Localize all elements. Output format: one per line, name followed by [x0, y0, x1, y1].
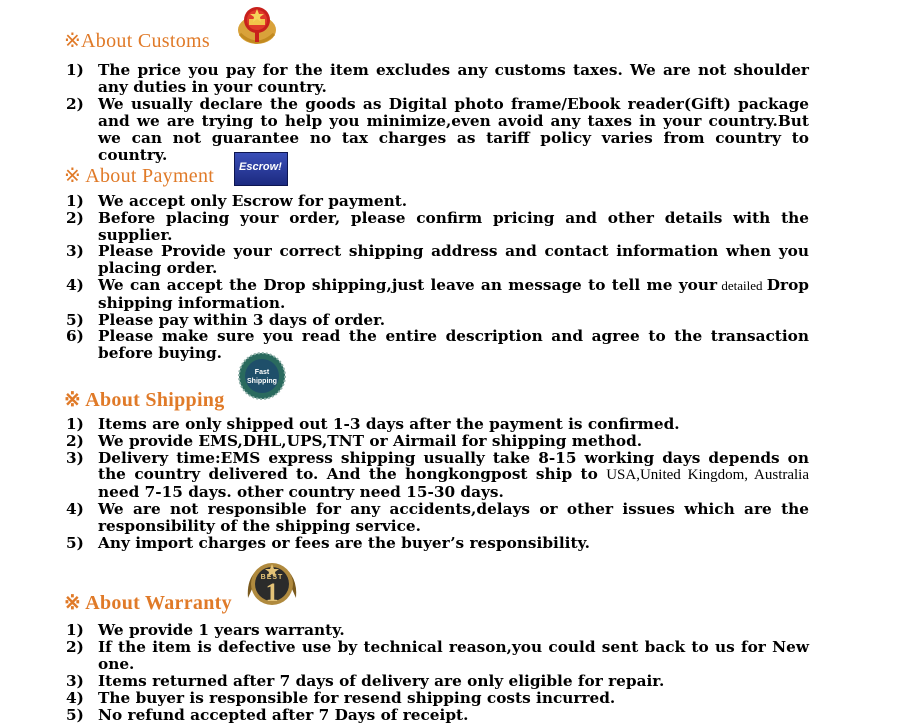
list-item: 4) The buyer is responsible for resend shipping costs incurred.	[66, 689, 616, 707]
customs-list	[0, 62, 809, 164]
list-item: 1) Items are only shipped out 1-3 days after the payment is confirmed.	[66, 415, 680, 433]
payment-heading: ※ About Payment	[64, 165, 215, 187]
list-item: 5) Please pay within 3 days of order.	[66, 310, 386, 329]
list-item: 5) No refund accepted after 7 Days of receipt.	[66, 706, 469, 724]
escrow-badge	[234, 152, 288, 186]
best-one-badge	[244, 558, 300, 610]
warranty-list	[0, 622, 809, 724]
fast-shipping-line2: Shipping	[247, 378, 277, 385]
payment-list	[0, 193, 809, 362]
list-item: 2) We provide EMS,DHL,UPS,TNT or Airmail for shipping method.	[66, 431, 643, 450]
list-item: 4) We can accept the Drop shipping,just leave an message to tell me your detailed Drop shipping information.	[66, 275, 809, 312]
customs-heading: ※About Customs	[64, 30, 210, 52]
warranty-heading: ※ About Warranty	[64, 592, 232, 614]
list-item: 5) Any import charges or fees are the buyer’s responsibility.	[66, 533, 590, 552]
shipping-heading: ※ About Shipping	[64, 389, 225, 411]
best-badge-word: BEST	[260, 574, 284, 581]
list-item: 2) We usually declare the goods as Digital photo frame/Ebook reader(Gift) package and we are trying to help you minimize,even avoid any taxes in your country.But we can not guarantee no tax charges as tariff policy varies from country to country.	[66, 95, 809, 164]
list-item: 3) Please Provide your correct shipping address and contact information when you placing order.	[66, 242, 809, 278]
shipping-list	[0, 416, 809, 551]
best-badge-number: 1	[265, 578, 279, 607]
list-item: 1) The price you pay for the item excludes any customs taxes. We are not shoulder any duties in your country.	[66, 61, 809, 96]
emblem-icon	[234, 0, 280, 50]
list-item: 2) Before placing your order, please confirm pricing and other details with the supplier.	[66, 208, 809, 244]
list-item: 2) If the item is defective use by technical reason,you could sent back to us for New one.	[66, 638, 809, 673]
list-item: 1) We accept only Escrow for payment.	[66, 192, 408, 210]
fast-shipping-badge	[238, 352, 286, 400]
list-item: 4) We are not responsible for any accidents,delays or other issues which are the responsibility of the shipping service.	[66, 499, 809, 535]
fast-shipping-line1: Fast	[254, 369, 270, 376]
list-item: 1) We provide 1 years warranty.	[66, 621, 345, 639]
escrow-badge-label: Escrow!	[239, 161, 282, 173]
list-item: 6) Please make sure you read the entire description and agree to the transaction before buying.	[66, 327, 809, 363]
list-item: 3) Items returned after 7 days of delivery are only eligible for repair.	[66, 672, 665, 690]
list-item: 3) Delivery time:EMS express shipping usually take 8-15 working days depends on the country delivered to. And the hongkongpost ship to USA,United Kingdom, Australia need 7-15 days. other country need 15-30 days.	[66, 448, 810, 502]
